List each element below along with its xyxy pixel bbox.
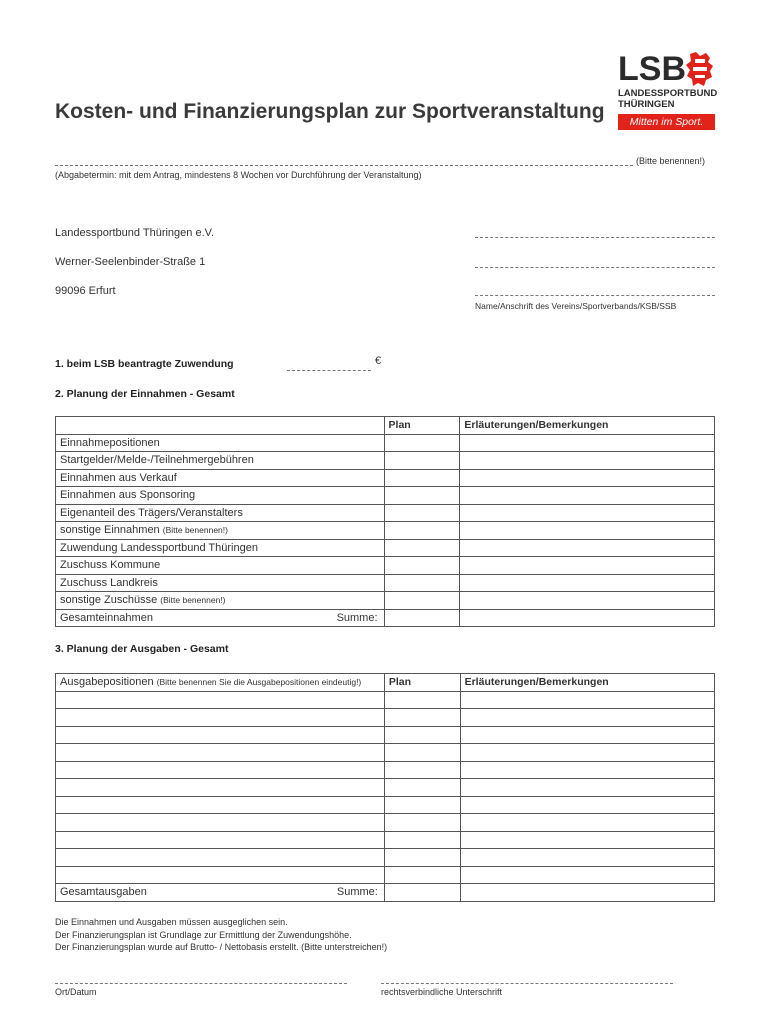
table-row [56, 557, 715, 575]
requested-amount-field[interactable] [287, 370, 371, 371]
expense-position-cell[interactable] [56, 866, 385, 884]
expenses-col-plan: Plan [384, 674, 460, 692]
expense-plan-cell[interactable] [384, 726, 460, 744]
row-note: (Bitte benennen!) [162, 525, 228, 535]
expense-plan-cell[interactable] [384, 796, 460, 814]
income-total-plan[interactable] [384, 609, 460, 627]
income-plan-cell[interactable] [384, 557, 460, 575]
event-name-line[interactable] [55, 165, 633, 166]
income-plan-cell[interactable] [384, 504, 460, 522]
expense-plan-cell[interactable] [384, 849, 460, 867]
section3-label: 3. Planung der Ausgaben - Gesamt [55, 643, 229, 655]
expense-plan-cell[interactable] [384, 779, 460, 797]
expense-position-cell[interactable] [56, 849, 385, 867]
income-header-blank [56, 417, 385, 435]
expense-plan-cell[interactable] [384, 866, 460, 884]
expense-notes-cell[interactable] [460, 744, 714, 762]
table-row [56, 487, 715, 505]
income-table [55, 416, 715, 627]
expense-position-cell[interactable] [56, 814, 385, 832]
address-city: 99096 Erfurt [55, 285, 116, 297]
lion-logo-icon [684, 50, 716, 88]
expense-notes-cell[interactable] [460, 831, 714, 849]
deadline-note: (Abgabetermin: mit dem Antrag, mindestens 8 Wochen vor Durchführung der Veranstaltung) [55, 170, 422, 180]
expense-notes-cell[interactable] [460, 726, 714, 744]
signature-label: rechtsverbindliche Unterschrift [381, 987, 503, 997]
expense-notes-cell[interactable] [460, 814, 714, 832]
expenses-col-notes: Erläuterungen/Bemerkungen [460, 674, 714, 692]
expense-notes-cell[interactable] [460, 866, 714, 884]
income-plan-cell[interactable] [384, 452, 460, 470]
expenses-table [55, 673, 715, 902]
table-row [56, 504, 715, 522]
expense-notes-cell[interactable] [460, 796, 714, 814]
income-total-notes[interactable] [460, 609, 715, 627]
expenses-header-row [56, 674, 715, 692]
income-row-label: sonstige Einnahmen (Bitte benennen!) [56, 522, 385, 540]
table-row [56, 744, 715, 762]
income-row-label: Eigenanteil des Trägers/Veranstalters [56, 504, 385, 522]
currency-symbol: € [375, 355, 382, 367]
table-row [56, 866, 715, 884]
table-row [56, 796, 715, 814]
expense-position-cell[interactable] [56, 761, 385, 779]
club-name-line-1[interactable] [475, 237, 715, 238]
income-plan-cell[interactable] [384, 469, 460, 487]
expense-plan-cell[interactable] [384, 744, 460, 762]
expense-plan-cell[interactable] [384, 814, 460, 832]
income-notes-cell[interactable] [460, 539, 715, 557]
income-notes-cell[interactable] [460, 574, 715, 592]
page-title: Kosten- und Finanzierungsplan zur Sportveranstaltung [55, 100, 605, 123]
logo-slogan: Mitten im Sport. [618, 114, 715, 130]
club-name-line-3[interactable] [475, 295, 715, 296]
table-row [56, 709, 715, 727]
table-row [56, 831, 715, 849]
address-street: Werner-Seelenbinder-Straße 1 [55, 256, 206, 268]
income-plan-cell[interactable] [384, 434, 460, 452]
expense-position-cell[interactable] [56, 726, 385, 744]
section2-label: 2. Planung der Einnahmen - Gesamt [55, 388, 235, 400]
expense-position-cell[interactable] [56, 831, 385, 849]
income-row-label: Einnahmen aus Verkauf [56, 469, 385, 487]
table-row [56, 539, 715, 557]
income-col-notes: Erläuterungen/Bemerkungen [460, 417, 715, 435]
table-row [56, 452, 715, 470]
expense-position-cell[interactable] [56, 779, 385, 797]
income-notes-cell[interactable] [460, 592, 715, 610]
expense-notes-cell[interactable] [460, 761, 714, 779]
income-header-row [56, 417, 715, 435]
logo-line2: THÜRINGEN [618, 99, 675, 110]
logo-line1: LANDESSPORTBUND [618, 88, 718, 99]
table-row [56, 592, 715, 610]
expense-notes-cell[interactable] [460, 709, 714, 727]
income-row-label: Zuwendung Landessportbund Thüringen [56, 539, 385, 557]
income-plan-cell[interactable] [384, 592, 460, 610]
income-notes-cell[interactable] [460, 452, 715, 470]
income-notes-cell[interactable] [460, 557, 715, 575]
club-caption: Name/Anschrift des Vereins/Sportverbands/KSB/SSB [475, 301, 677, 311]
table-row [56, 814, 715, 832]
expense-notes-cell[interactable] [460, 849, 714, 867]
income-sum-label: Summe: [336, 611, 378, 624]
signature-line[interactable] [381, 983, 673, 984]
income-row-label: Einnahmepositionen [56, 434, 385, 452]
row-note: (Bitte benennen!) [160, 595, 226, 605]
income-col-plan: Plan [384, 417, 460, 435]
expenses-col-positions: Ausgabepositionen (Bitte benennen Sie die Ausgabepositionen eindeutig!) [56, 674, 385, 692]
income-total-label: Gesamteinnahmen Summe: [56, 609, 385, 627]
table-row [56, 691, 715, 709]
footer-line-2: Der Finanzierungsplan ist Grundlage zur Ermittlung der Zuwendungshöhe. [55, 929, 352, 940]
table-row [56, 522, 715, 540]
expense-position-cell[interactable] [56, 744, 385, 762]
table-row [56, 849, 715, 867]
positions-note: (Bitte benennen Sie die Ausgabepositionen eindeutig!) [156, 677, 362, 687]
table-row [56, 779, 715, 797]
expense-plan-cell[interactable] [384, 691, 460, 709]
income-notes-cell[interactable] [460, 434, 715, 452]
place-date-label: Ort/Datum [55, 987, 97, 997]
expense-plan-cell[interactable] [384, 831, 460, 849]
table-row [56, 469, 715, 487]
table-row [56, 574, 715, 592]
income-row-label: sonstige Zuschüsse (Bitte benennen!) [56, 592, 385, 610]
address-org: Landessportbund Thüringen e.V. [55, 227, 215, 239]
income-row-label: Einnahmen aus Sponsoring [56, 487, 385, 505]
logo-letters: LSB [618, 50, 686, 88]
income-notes-cell[interactable] [460, 504, 715, 522]
club-name-line-2[interactable] [475, 267, 715, 268]
section1-label: 1. beim LSB beantragte Zuwendung [55, 358, 234, 370]
expense-notes-cell[interactable] [460, 779, 714, 797]
table-row [56, 434, 715, 452]
income-row-label: Startgelder/Melde-/Teilnehmergebühren [56, 452, 385, 470]
income-plan-cell[interactable] [384, 487, 460, 505]
name-hint: (Bitte benennen!) [636, 156, 706, 166]
table-row [56, 726, 715, 744]
expenses-total-notes[interactable] [460, 884, 714, 902]
income-plan-cell[interactable] [384, 574, 460, 592]
footer-notes [55, 916, 387, 954]
expense-plan-cell[interactable] [384, 761, 460, 779]
income-notes-cell[interactable] [460, 487, 715, 505]
income-total-row [56, 609, 715, 627]
expense-position-cell[interactable] [56, 796, 385, 814]
table-row [56, 761, 715, 779]
expense-position-cell[interactable] [56, 691, 385, 709]
expense-plan-cell[interactable] [384, 709, 460, 727]
expenses-total-label: Gesamtausgaben Summe: [56, 884, 385, 902]
income-plan-cell[interactable] [384, 522, 460, 540]
income-row-label: Zuschuss Kommune [56, 557, 385, 575]
expense-position-cell[interactable] [56, 709, 385, 727]
expense-notes-cell[interactable] [460, 691, 714, 709]
footer-line-3: Der Finanzierungsplan wurde auf Brutto- / Nettobasis erstellt. (Bitte unterstreichen!) [55, 942, 388, 952]
income-notes-cell[interactable] [460, 469, 715, 487]
expenses-total-plan[interactable] [384, 884, 460, 902]
income-row-label: Zuschuss Landkreis [56, 574, 385, 592]
expenses-total-row [56, 884, 715, 902]
footer-line-1: Die Einnahmen und Ausgaben müssen ausgeglichen sein. [55, 917, 288, 927]
income-plan-cell[interactable] [384, 539, 460, 557]
expenses-sum-label: Summe: [336, 886, 378, 898]
income-notes-cell[interactable] [460, 522, 715, 540]
place-date-line[interactable] [55, 983, 347, 984]
